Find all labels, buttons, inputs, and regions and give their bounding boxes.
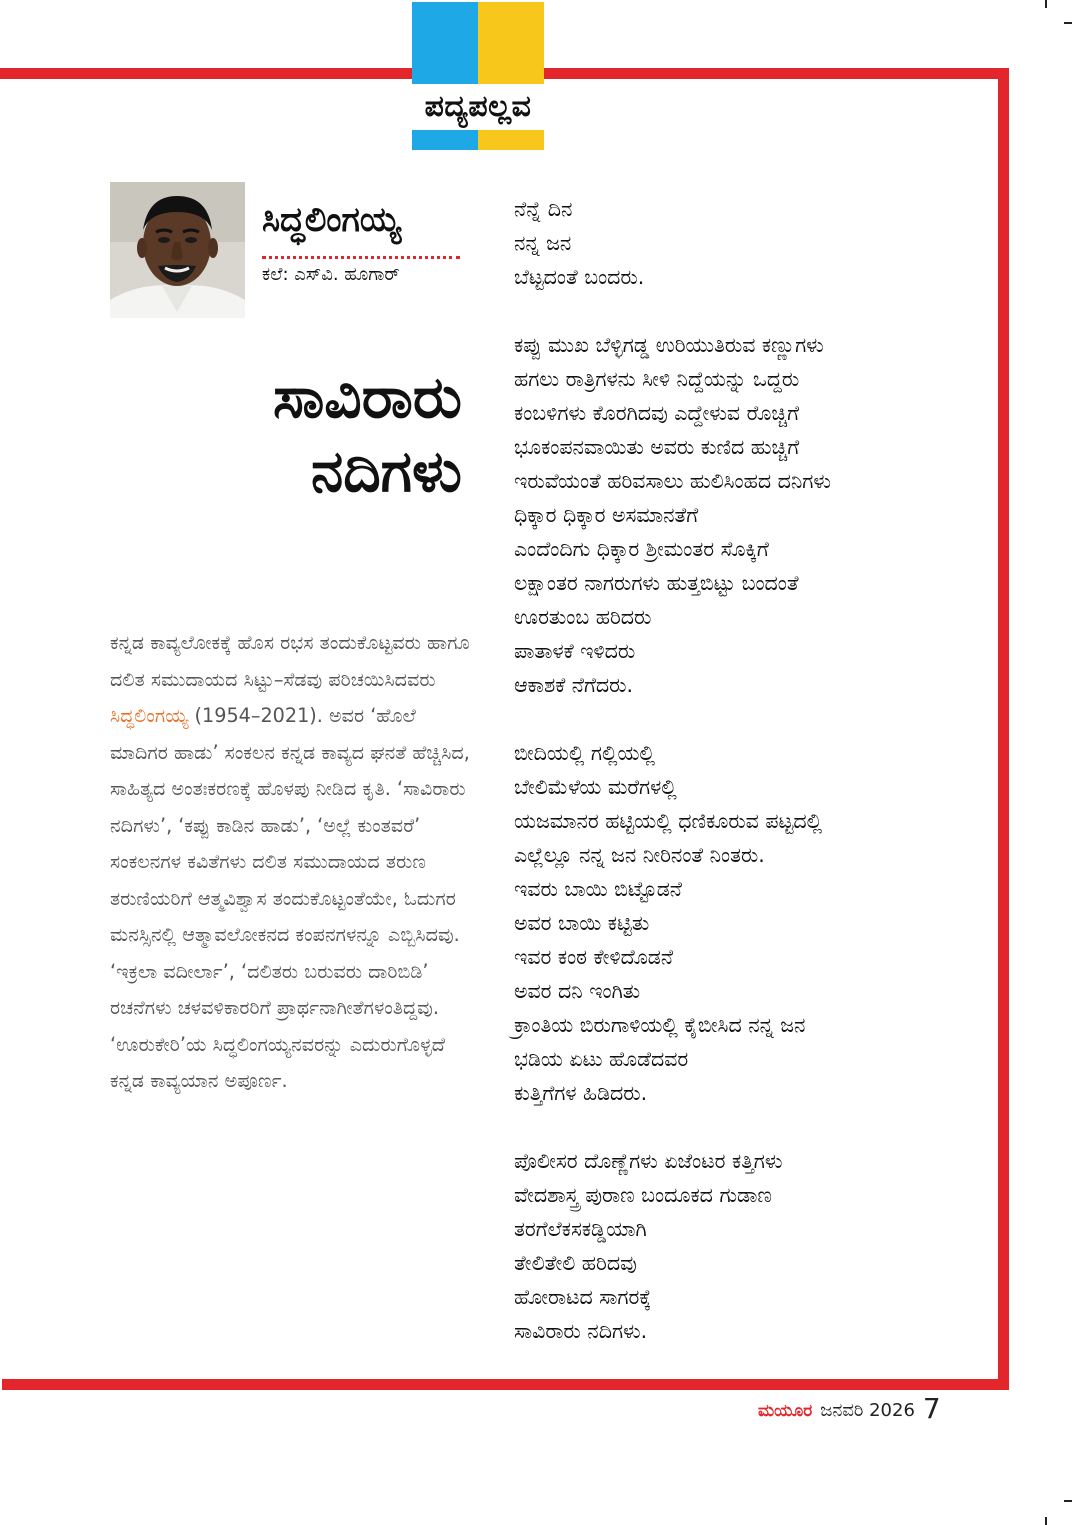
page-number: 7	[922, 1392, 941, 1425]
author-photo	[110, 182, 245, 318]
section-label: ಪದ್ಯಪಲ್ಲವ	[424, 89, 532, 124]
poem-line: ತರಗೆಲೆಕಸಕಡ್ಡಿಯಾಗಿ	[514, 1217, 647, 1241]
magazine-logo: ಮಯೂರ	[758, 1401, 813, 1421]
poem-line: ಕ್ರಾಂತಿಯ ಬಿರುಗಾಳಿಯಲ್ಲಿ ಕೈಬೀಸಿದ ನನ್ನ ಜನ	[514, 1013, 806, 1037]
stanza-1	[514, 192, 974, 294]
poem-line: ನೆನ್ನೆ ದಿನ	[514, 197, 573, 221]
poem-line: ಭಡಿಯ ಏಟು ಹೊಡೆದವರ	[514, 1047, 689, 1071]
illustration-credit: ಕಲೆ: ಎಸ್‌ವಿ. ಹೂಗಾರ್	[262, 264, 400, 285]
intro-text: (1954–2021). ಅವರ ‘ಹೊಲೆ ಮಾದಿಗರ ಹಾಡು’ ಸಂಕಲನ ಕನ್ನಡ ಕಾವ್ಯದ ಘನತೆ ಹೆಚ್ಚಿಸಿದ, ಸಾಹಿತ್ಯದ ಅಂತಃಕರಣಕ್ಕೆ ಹೊಳಪು ನೀಡಿದ ಕೃತಿ. ‘ಸಾವಿರಾರು ನದಿಗಳು’, ‘ಕಪ್ಪು ಕಾಡಿನ ಹಾಡು’, ‘ಅಲ್ಲೆ ಕುಂತವರೆ’ ಸಂಕಲನಗಳ ಕವಿತೆಗಳು ದಲಿತ ಸಮುದಾಯದ ತರುಣ ತರುಣಿಯರಿಗೆ ಆತ್ಮವಿಶ್ವಾಸ ತಂದುಕೊಟ್ಟಂತೆಯೇ, ಓದುಗರ ಮನಸ್ಸಿನಲ್ಲಿ ಆತ್ಮಾವಲೋಕನದ ಕಂಪನಗಳನ್ನೂ ಎಬ್ಬಿಸಿದವು. ‘ಇಕ್ರಲಾ ವದೀರ್ಲಾ’, ‘ದಲಿತರು ಬರುವರು ದಾರಿಬಿಡಿ’ ರಚನೆಗಳು ಚಳವಳಿಕಾರರಿಗೆ ಪ್ರಾರ್ಥನಾಗೀತೆಗಳಂತಿದ್ದವು. ‘ಊರುಕೇರಿ’ಯ ಸಿದ್ಧಲಿಂಗಯ್ಯನವರನ್ನು ಎದುರುಗೊಳ್ಳದೆ ಕನ್ನಡ ಕಾವ್ಯಯಾನ ಅಪೂರ್ಣ.	[110, 704, 470, 1092]
crop-mark	[1045, 0, 1047, 8]
author-divider	[262, 256, 460, 259]
poem-title-line-1: ಸಾವಿರಾರು	[273, 363, 462, 431]
poem-line: ನನ್ನ ಜನ	[514, 231, 572, 255]
page-footer	[758, 1392, 941, 1425]
poem-line: ಎಂದೆಂದಿಗು ಧಿಕ್ಕಾರ ಶ್ರೀಮಂತರ ಸೊಕ್ಕಿಗೆ	[514, 537, 769, 561]
intro-paragraph	[110, 625, 470, 1100]
poem-line: ಊರತುಂಬ ಹರಿದರು	[514, 605, 652, 629]
poem-title-line-2: ನದಿಗಳು	[310, 437, 462, 505]
poem-line: ಹಗಲು ರಾತ್ರಿಗಳನು ಸೀಳಿ ನಿದ್ದೆಯನ್ನು ಒದ್ದರು	[514, 367, 800, 391]
poem-line: ಭೂಕಂಪನವಾಯಿತು ಅವರು ಕುಣಿದ ಹುಚ್ಚಿಗೆ	[514, 435, 800, 459]
poem-line: ಬೆಟ್ಟದಂತೆ ಬಂದರು.	[514, 265, 645, 289]
poem-title	[273, 360, 462, 508]
poem-line: ಕಂಬಳಿಗಳು ಕೊರಗಿದವು ಎದ್ದೇಳುವ ರೊಚ್ಚಿಗೆ	[514, 401, 800, 425]
poem-line: ಹೋರಾಟದ ಸಾಗರಕ್ಕೆ	[514, 1285, 652, 1309]
poem-line: ಇರುವೆಯಂತೆ ಹರಿವಸಾಲು ಹುಲಿಸಿಂಹದ ದನಿಗಳು	[514, 469, 831, 493]
stanza-4	[514, 1144, 974, 1348]
section-badge	[412, 2, 544, 150]
author-name: ಸಿದ್ಧಲಿಂಗಯ್ಯ	[262, 200, 401, 240]
poem-line: ತೇಲಿತೇಲಿ ಹರಿದವು	[514, 1251, 637, 1275]
intro-author-highlight: ಸಿದ್ಧಲಿಂಗಯ್ಯ	[110, 704, 189, 727]
crop-mark	[1045, 1517, 1047, 1525]
poem-line: ಅವರ ದನಿ ಇಂಗಿತು	[514, 979, 641, 1003]
poem-line: ಪೊಲೀಸರ ದೊಣ್ಣೆಗಳು ಏಜೆಂಟರ ಕತ್ತಿಗಳು	[514, 1149, 783, 1173]
stanza-3	[514, 736, 974, 1110]
poem-line: ವೇದಶಾಸ್ತ್ರ ಪುರಾಣ ಬಂದೂಕದ ಗುಡಾಣ	[514, 1183, 772, 1207]
poem-line: ಬೇಲಿಮೆಳೆಯ ಮರೆಗಳಲ್ಲಿ	[514, 775, 677, 799]
poem-line: ಇವರ ಕಂಠ ಕೇಳಿದೊಡನೆ	[514, 945, 674, 969]
issue-date: ಜನವರಿ 2026	[820, 1400, 915, 1421]
crop-mark	[1064, 1500, 1072, 1502]
intro-text: ಕನ್ನಡ ಕಾವ್ಯಲೋಕಕ್ಕೆ ಹೊಸ ರಭಸ ತಂದುಕೊಟ್ಟವರು ಹಾಗೂ ದಲಿತ ಸಮುದಾಯದ ಸಿಟ್ಟು–ಸೆಡವು ಪರಿಚಯಿಸಿದವರು	[110, 631, 470, 691]
crop-mark	[1064, 22, 1072, 24]
poem-line: ಲಕ್ಷಾಂತರ ನಾಗರುಗಳು ಹುತ್ತಬಿಟ್ಟು ಬಂದಂತೆ	[514, 571, 799, 595]
poem-line: ಕಪ್ಪು ಮುಖ ಬೆಳ್ಳಿಗಡ್ಡ ಉರಿಯುತಿರುವ ಕಣ್ಣುಗಳು	[514, 333, 824, 357]
poem-line: ಪಾತಾಳಕೆ ಇಳಿದರು	[514, 639, 636, 663]
poem-line: ಇವರು ಬಾಯಿ ಬಿಟ್ಟೊಡನೆ	[514, 877, 682, 901]
author-portrait-illustration	[110, 182, 245, 318]
poem-body	[514, 192, 974, 1382]
poem-line: ಸಾವಿರಾರು ನದಿಗಳು.	[514, 1319, 648, 1343]
poem-line: ಅವರ ಬಾಯಿ ಕಟ್ಟಿತು	[514, 911, 650, 935]
stanza-2	[514, 328, 974, 702]
poem-line: ಧಿಕ್ಕಾರ ಧಿಕ್ಕಾರ ಅಸಮಾನತೆಗೆ	[514, 503, 699, 527]
poem-line: ಎಲ್ಲೆಲ್ಲೂ ನನ್ನ ಜನ ನೀರಿನಂತೆ ನಿಂತರು.	[514, 843, 765, 867]
poem-line: ಕುತ್ತಿಗೆಗಳ ಹಿಡಿದರು.	[514, 1081, 648, 1105]
poem-line: ಯಜಮಾನರ ಹಟ್ಟಿಯಲ್ಲಿ ಧಣಿಕೂರುವ ಪಟ್ಟದಲ್ಲಿ	[514, 809, 823, 833]
poem-line: ಬೀದಿಯಲ್ಲಿ ಗಲ್ಲಿಯಲ್ಲಿ	[514, 741, 655, 765]
poem-line: ಆಕಾಶಕೆ ನೆಗೆದರು.	[514, 673, 634, 697]
